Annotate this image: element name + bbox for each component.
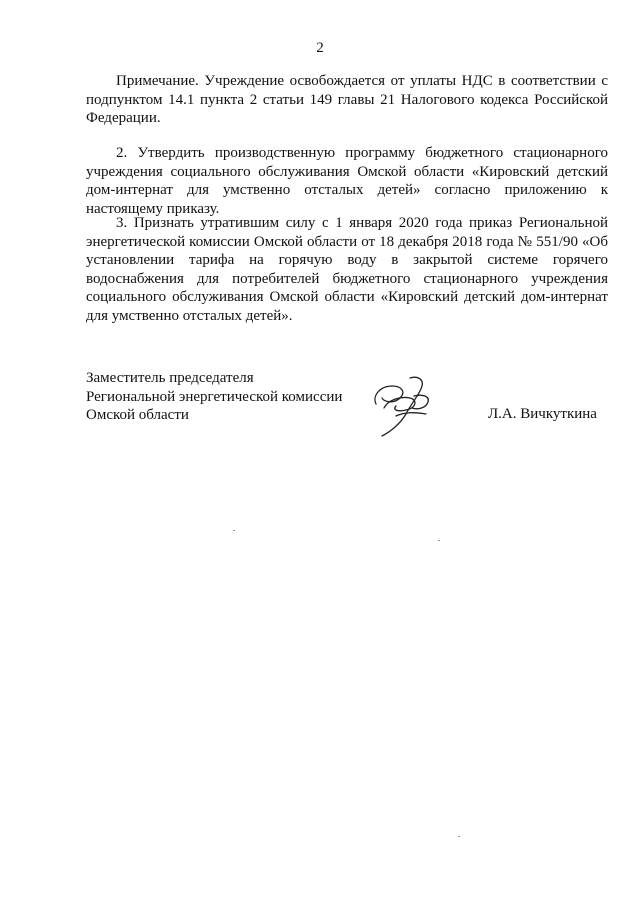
item-2-section (86, 144, 608, 218)
scan-speck (233, 530, 235, 531)
scan-speck (458, 836, 460, 837)
signatory-title-line-1: Заместитель председателя (86, 370, 254, 386)
item-2-paragraph: 2. Утвердить производственную программу бюджетного стационарного учреждения социального обслуживания Омской области «Кировский детский дом-интернат для умственно отсталых детей» согласно приложению к настоящему приказу. (86, 145, 608, 217)
signatory-title-line-2: Региональной энергетической комиссии (86, 388, 343, 405)
item-3-paragraph: 3. Признать утратившим силу с 1 января 2020 года приказ Региональной энергетической комиссии Омской области от 18 декабря 2018 года № 551/90 «Об установлении тарифа на горячую воду в закрытой системе горячего водоснабжения для потребителей бюджетного стационарного учреждения социального обслуживания Омской области «Кировский детский дом-интернат для умственно отсталых детей». (86, 215, 608, 324)
handwritten-signature (366, 366, 442, 442)
signatory-title-line-3: Омской области (86, 407, 189, 423)
signatory-name: Л.А. Вичкуткина (488, 406, 597, 422)
scan-speck (438, 540, 440, 541)
note-paragraph: Примечание. Учреждение освобождается от уплаты НДС в соответствии с подпунктом 14.1 пункта 2 статьи 149 главы 21 Налогового кодекса Российской Федерации. (86, 73, 608, 126)
page-number: 2 (316, 40, 324, 56)
signatory-title-block (86, 369, 342, 425)
note-section (86, 72, 608, 128)
item-3-section (86, 214, 608, 325)
